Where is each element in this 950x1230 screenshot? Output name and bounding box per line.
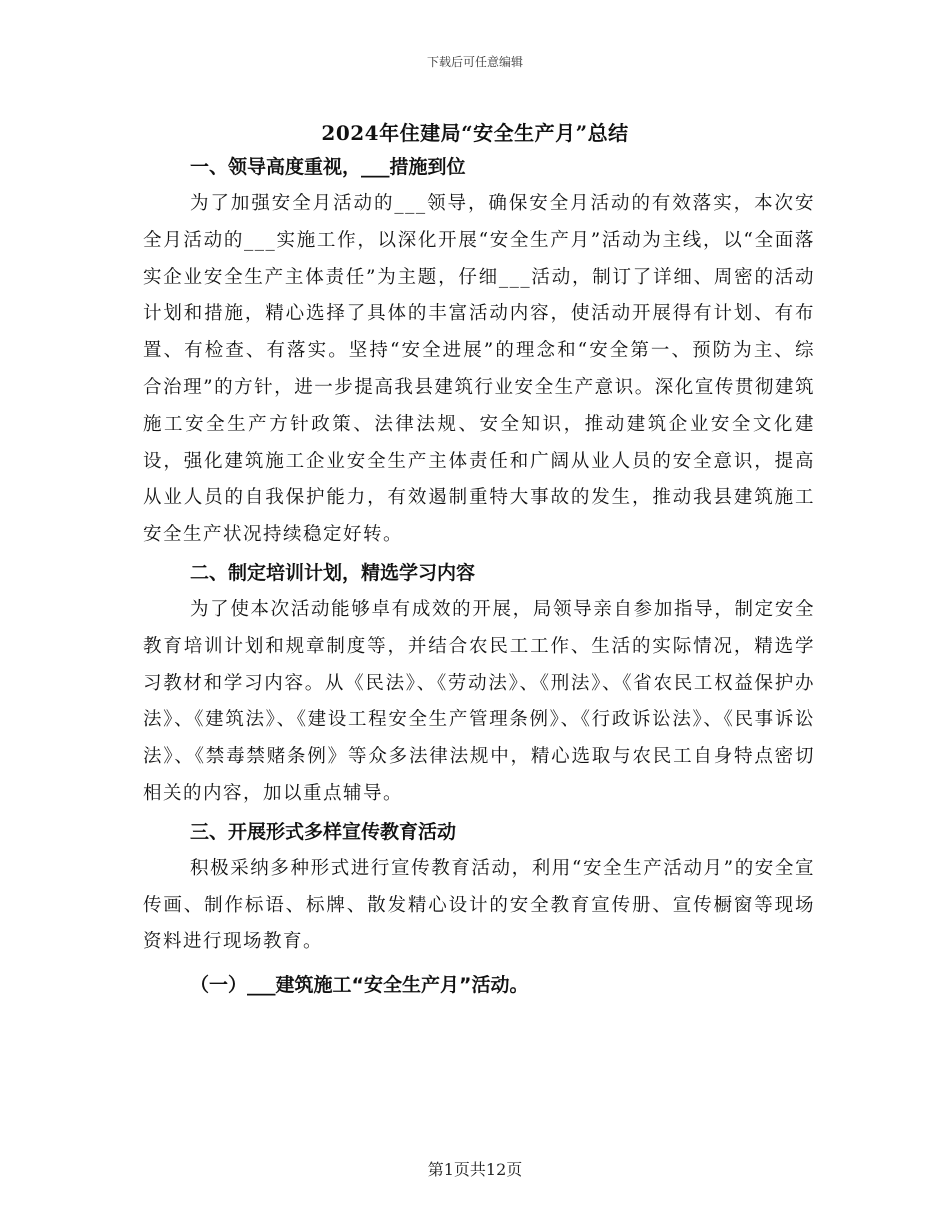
section-heading-2: 二、制定培训计划，精选学习内容: [190, 561, 476, 584]
document-body: [143, 148, 815, 1004]
document-title: 2024年住建局“安全生产月”总结: [321, 121, 629, 145]
header-note: 下载后可任意编辑: [426, 55, 523, 69]
section-paragraph-1: 为了加强安全月活动的___领导，确保安全月活动的有效落实，本次安全月活动的___实施工作，以深化开展“安全生产月”活动为主线，以“全面落实企业安全生产主体责任”为主题，仔细___活动，制订了详细、周密的活动计划和措施，精心选择了具体的丰富活动内容，使活动开展得有计划、有布置、有检查、有落实。坚持“安全进展”的理念和“安全第一、预防为主、综合治理”的方针，进一步提高我县建筑行业安全生产意识。深化宣传贯彻建筑施工安全生产方针政策、法律法规、安全知识，推动建筑企业安全文化建设，强化建筑施工企业安全生产主体责任和广阔从业人员的安全意识，提高从业人员的自我保护能力，有效遏制重特大事故的发生，推动我县建筑施工安全生产状况持续稳定好转。: [143, 193, 815, 546]
section-heading-1: 一、领导高度重视，___措施到位: [190, 156, 466, 178]
section-paragraph-2: 为了使本次活动能够卓有成效的开展，局领导亲自参加指导，制定安全教育培训计划和规章制度等，并结合农民工工作、生活的实际情况，精选学习教材和学习内容。从《民法》、《劳动法》、《刑法》、《省农民工权益保护办法》、《建筑法》、《建设工程安全生产管理条例》、《行政诉讼法》、《民事诉讼法》、《禁毒禁赌条例》等众多法律法规中，精心选取与农民工自身特点密切相关的内容，加以重点辅导。: [143, 598, 815, 804]
section-paragraph-3: 积极采纳多种形式进行宣传教育活动，利用“安全生产活动月”的安全宣传画、制作标语、标牌、散发精心设计的安全教育宣传册、宣传橱窗等现场资料进行现场教育。: [143, 857, 815, 953]
subsection-heading: （一）___建筑施工“安全生产月”活动。: [190, 974, 529, 997]
section-heading-3: 三、开展形式多样宣传教育活动: [190, 820, 457, 843]
page-number: 第1页共12页: [427, 1160, 523, 1179]
